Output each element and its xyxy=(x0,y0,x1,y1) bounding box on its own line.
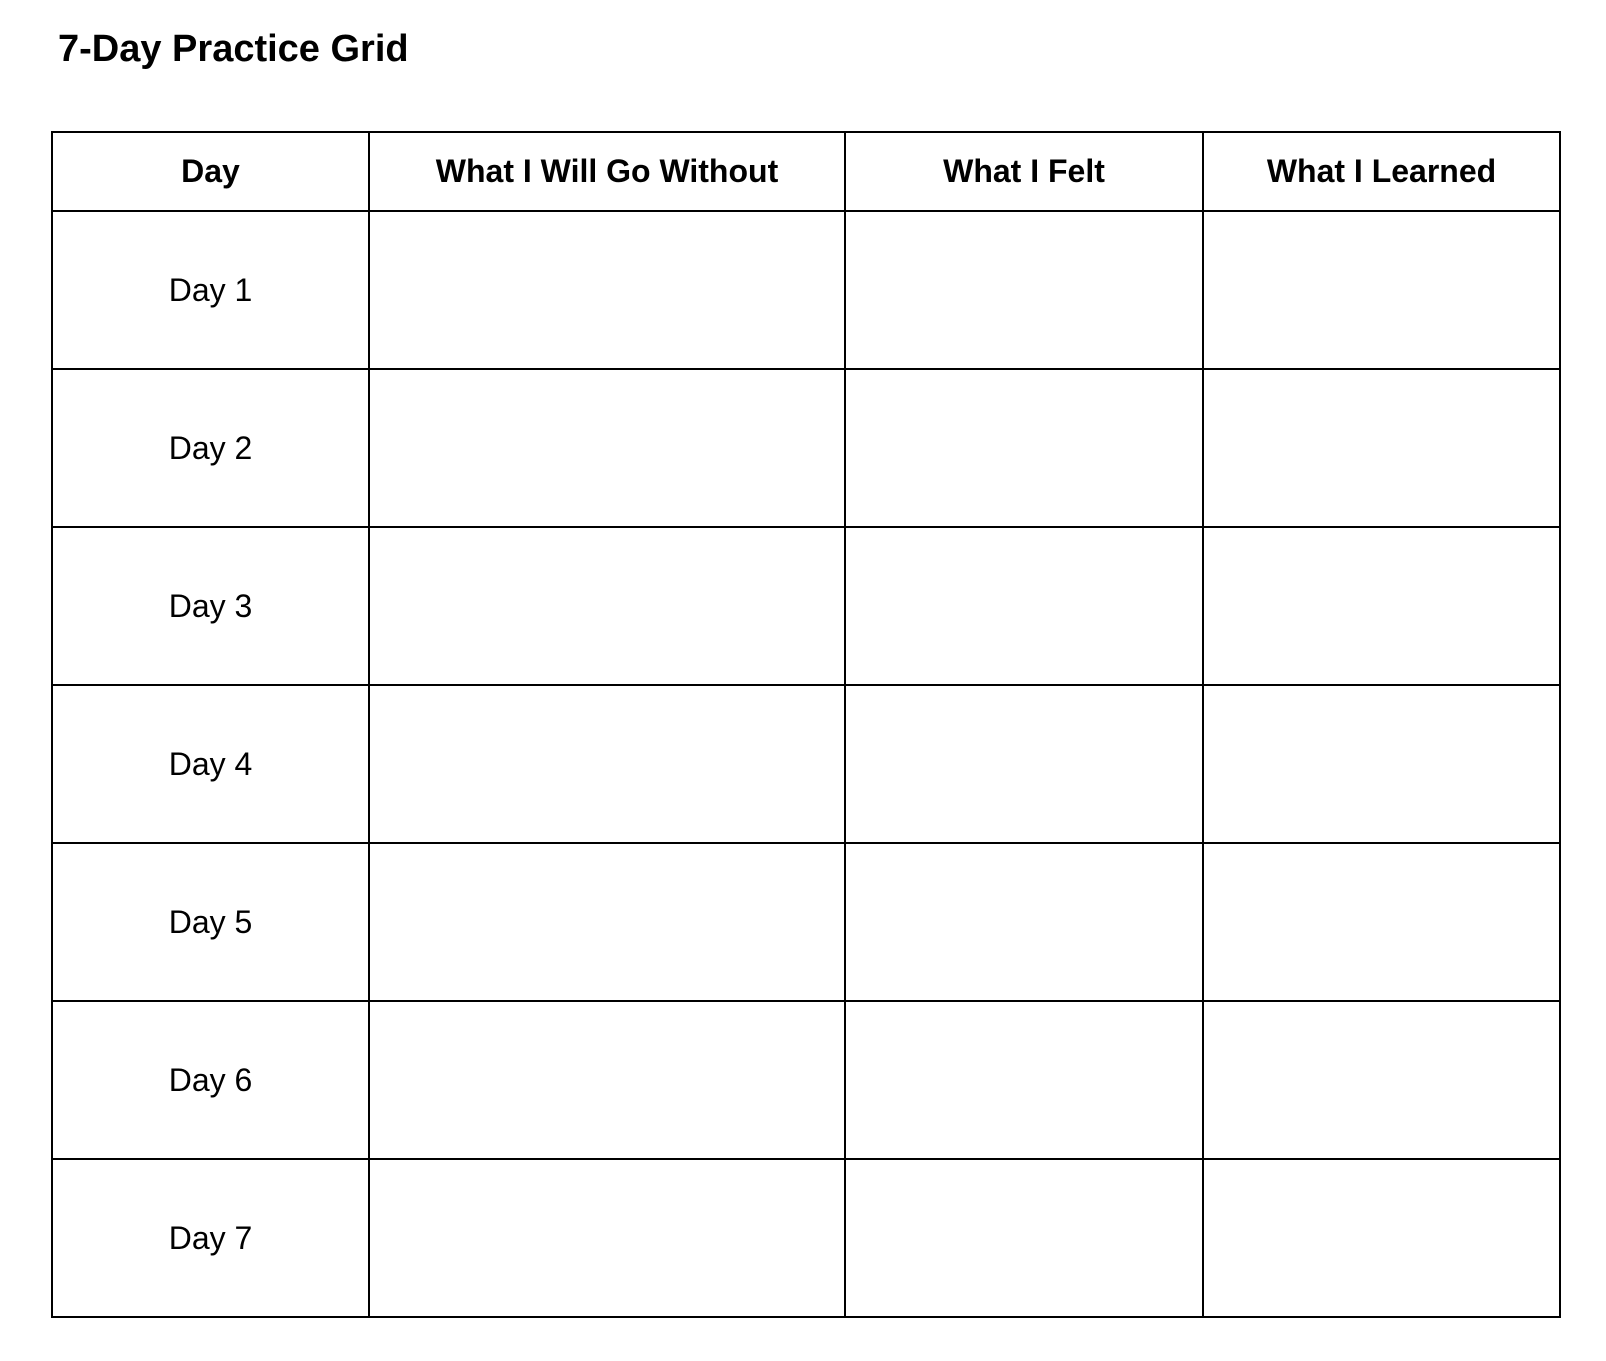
go-without-cell[interactable] xyxy=(369,685,845,843)
column-header-go-without: What I Will Go Without xyxy=(369,132,845,211)
learned-cell[interactable] xyxy=(1203,211,1560,369)
table-row xyxy=(52,211,1560,369)
go-without-cell[interactable] xyxy=(369,843,845,1001)
felt-cell[interactable] xyxy=(845,211,1203,369)
felt-cell[interactable] xyxy=(845,527,1203,685)
day-cell: Day 1 xyxy=(52,211,369,369)
column-header-day: Day xyxy=(52,132,369,211)
column-header-felt: What I Felt xyxy=(845,132,1203,211)
learned-cell[interactable] xyxy=(1203,1159,1560,1317)
felt-cell[interactable] xyxy=(845,1001,1203,1159)
column-header-learned: What I Learned xyxy=(1203,132,1560,211)
felt-cell[interactable] xyxy=(845,685,1203,843)
table-row xyxy=(52,843,1560,1001)
learned-cell[interactable] xyxy=(1203,843,1560,1001)
go-without-cell[interactable] xyxy=(369,211,845,369)
learned-cell[interactable] xyxy=(1203,527,1560,685)
felt-cell[interactable] xyxy=(845,369,1203,527)
table-row xyxy=(52,685,1560,843)
go-without-cell[interactable] xyxy=(369,1159,845,1317)
go-without-cell[interactable] xyxy=(369,527,845,685)
day-cell: Day 4 xyxy=(52,685,369,843)
table-row xyxy=(52,527,1560,685)
learned-cell[interactable] xyxy=(1203,1001,1560,1159)
day-cell: Day 5 xyxy=(52,843,369,1001)
go-without-cell[interactable] xyxy=(369,369,845,527)
practice-grid-table xyxy=(51,131,1561,1318)
table-row xyxy=(52,1001,1560,1159)
header-row xyxy=(52,132,1560,211)
table-row xyxy=(52,369,1560,527)
felt-cell[interactable] xyxy=(845,1159,1203,1317)
day-cell: Day 7 xyxy=(52,1159,369,1317)
table-row xyxy=(52,1159,1560,1317)
learned-cell[interactable] xyxy=(1203,685,1560,843)
felt-cell[interactable] xyxy=(845,843,1203,1001)
day-cell: Day 2 xyxy=(52,369,369,527)
page-title: 7-Day Practice Grid xyxy=(58,28,409,70)
go-without-cell[interactable] xyxy=(369,1001,845,1159)
day-cell: Day 3 xyxy=(52,527,369,685)
learned-cell[interactable] xyxy=(1203,369,1560,527)
day-cell: Day 6 xyxy=(52,1001,369,1159)
